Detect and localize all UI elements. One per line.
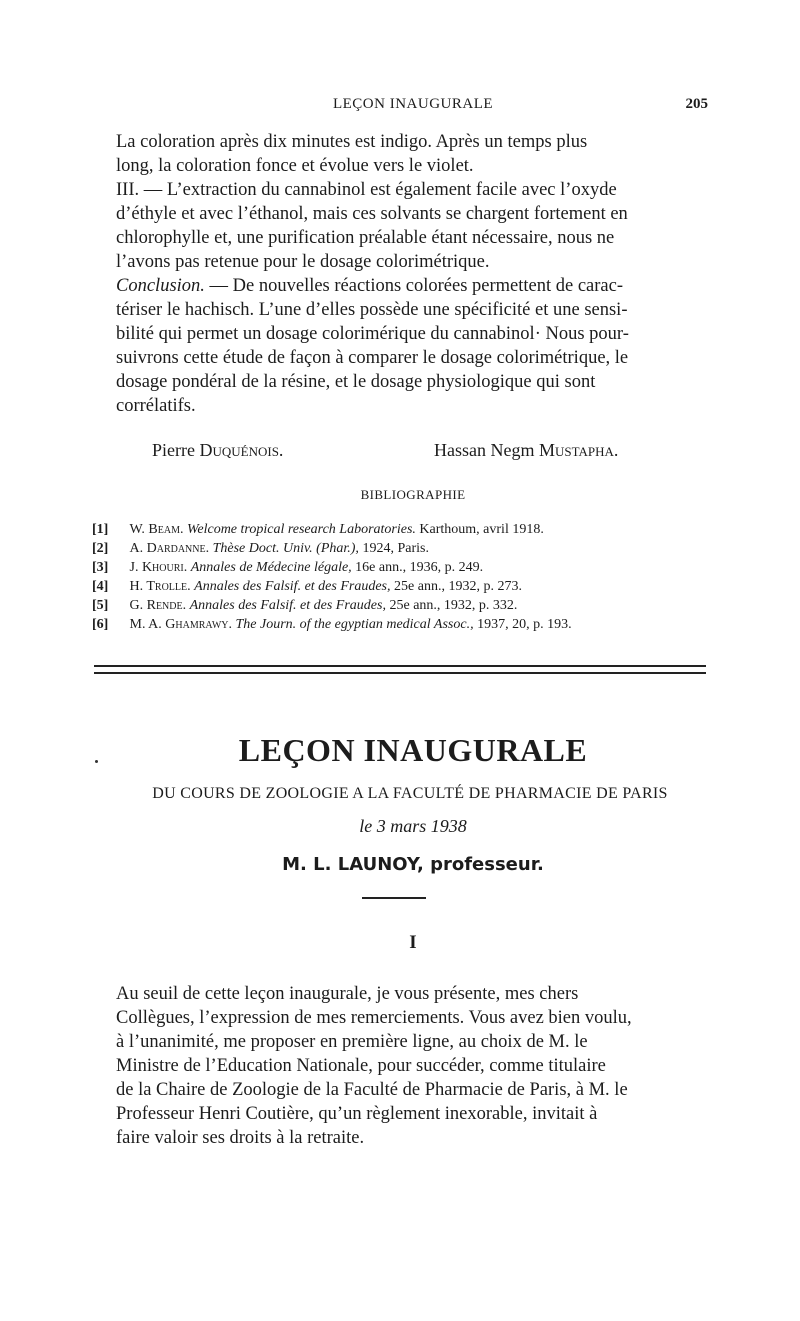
reference-number: [2] [92, 541, 109, 556]
bibliography-heading: BIBLIOGRAPHIE [360, 487, 466, 502]
reference-title: The Journ. of the egyptian medical Assoc., [235, 617, 474, 632]
text-line: corrélatifs. [116, 396, 196, 416]
reference-author: H. Trolle. [129, 579, 191, 594]
text-line: tériser le hachisch. L’une d’elles possède une spécificité et une sensi- [116, 300, 628, 320]
signature-first-name: Hassan Negm [434, 440, 535, 460]
lecture-paragraph [116, 982, 710, 1150]
bibliography-entry [92, 558, 732, 577]
lecture-author: M. L. LAUNOY, professeur. [282, 854, 544, 875]
reference-number: [5] [92, 598, 109, 613]
conclusion-label: Conclusion. [116, 276, 205, 296]
reference-title: Welcome tropical research Laboratories. [187, 522, 416, 537]
text-line: d’éthyle et avec l’éthanol, mais ces solvants se chargent fortement en [116, 204, 628, 224]
reference-author: W. Beam. [129, 522, 184, 537]
reference-details: Karthoum, avril 1918. [419, 522, 544, 537]
reference-details: 1937, 20, p. 193. [477, 617, 572, 632]
signature-last-name: Duquénois. [199, 440, 284, 460]
section-divider-top [94, 665, 706, 667]
reference-details: 1924, Paris. [362, 541, 429, 556]
text-line: Professeur Henri Coutière, qu’un règlement inexorable, invitait à [116, 1104, 598, 1124]
text-line: de la Chaire de Zoologie de la Faculté de Pharmacie de Paris, à M. le [116, 1080, 628, 1100]
lecture-date: le 3 mars 1938 [359, 816, 467, 836]
text-line: — De nouvelles réactions colorées permettent de carac- [209, 276, 624, 296]
reference-details: 25e ann., 1932, p. 332. [389, 598, 518, 613]
signatures [152, 440, 682, 466]
bibliography-entry [92, 577, 732, 596]
reference-author: A. Dardanne. [129, 541, 210, 556]
bibliography-entry [92, 539, 732, 558]
reference-title: Annales des Falsif. et des Fraudes, [189, 598, 386, 613]
print-speck [95, 760, 98, 763]
text-line: Au seuil de cette leçon inaugurale, je vous présente, mes chers [116, 984, 579, 1004]
reference-title: Annales des Falsif. et des Fraudes, [194, 579, 391, 594]
text-line: à l’unanimité, me proposer en première ligne, au choix de M. le [116, 1032, 588, 1052]
page-number: 205 [685, 96, 708, 112]
conclusion-line [116, 274, 710, 298]
reference-number: [3] [92, 560, 109, 575]
reference-author: G. Rende. [129, 598, 187, 613]
text-line: l’avons pas retenue pour le dosage colorimétrique. [116, 252, 490, 272]
signature-first-name: Pierre [152, 440, 195, 460]
bibliography-entry [92, 596, 732, 615]
reference-author: J. Khouri. [129, 560, 188, 575]
text-line: La coloration après dix minutes est indigo. Après un temps plus [116, 132, 588, 152]
first-section-text [116, 130, 710, 418]
text-line: chlorophylle et, une purification préalable étant nécessaire, nous ne [116, 228, 615, 248]
reference-details: 25e ann., 1932, p. 273. [394, 579, 522, 594]
reference-number: [4] [92, 579, 109, 594]
text-line: faire valoir ses droits à la retraite. [116, 1128, 365, 1148]
signature-last-name: Mustapha. [538, 440, 619, 460]
section-numeral: I [409, 932, 417, 953]
signature-duquenois [152, 440, 283, 461]
bibliography-entry [92, 615, 732, 634]
reference-title: Annales de Médecine légale, [190, 560, 352, 575]
text-line: dosage pondéral de la résine, et le dosage physiologique qui sont [116, 372, 596, 392]
lecture-subtitle: DU COURS DE ZOOLOGIE A LA FACULTÉ DE PHARMACIE DE PARIS [152, 785, 668, 802]
bibliography-entry [92, 520, 732, 539]
reference-title: Thèse Doct. Univ. (Phar.), [212, 541, 359, 556]
text-line: long, la coloration fonce et évolue vers le violet. [116, 156, 474, 176]
reference-number: [1] [92, 522, 109, 537]
running-title: LEÇON INAUGURALE [332, 96, 494, 112]
text-line: suivrons cette étude de façon à comparer le dosage colorimétrique, le [116, 348, 629, 368]
running-header [116, 94, 710, 118]
reference-number: [6] [92, 617, 109, 632]
short-divider [362, 897, 426, 899]
text-line: Ministre de l’Education Nationale, pour succéder, comme titulaire [116, 1056, 606, 1076]
reference-details: 16e ann., 1936, p. 249. [355, 560, 484, 575]
text-line: bilité qui permet un dosage colorimérique du cannabinol· Nous pour- [116, 324, 629, 344]
bibliography-list [92, 520, 732, 634]
text-line: Collègues, l’expression de mes remerciements. Vous avez bien voulu, [116, 1008, 632, 1028]
signature-mustapha [434, 440, 618, 461]
lecture-title: LEÇON INAUGURALE [238, 732, 588, 768]
reference-author: M. A. Ghamrawy. [129, 617, 232, 632]
text-line: III. — L’extraction du cannabinol est également facile avec l’oxyde [116, 180, 617, 200]
section-divider-bottom [94, 672, 706, 674]
